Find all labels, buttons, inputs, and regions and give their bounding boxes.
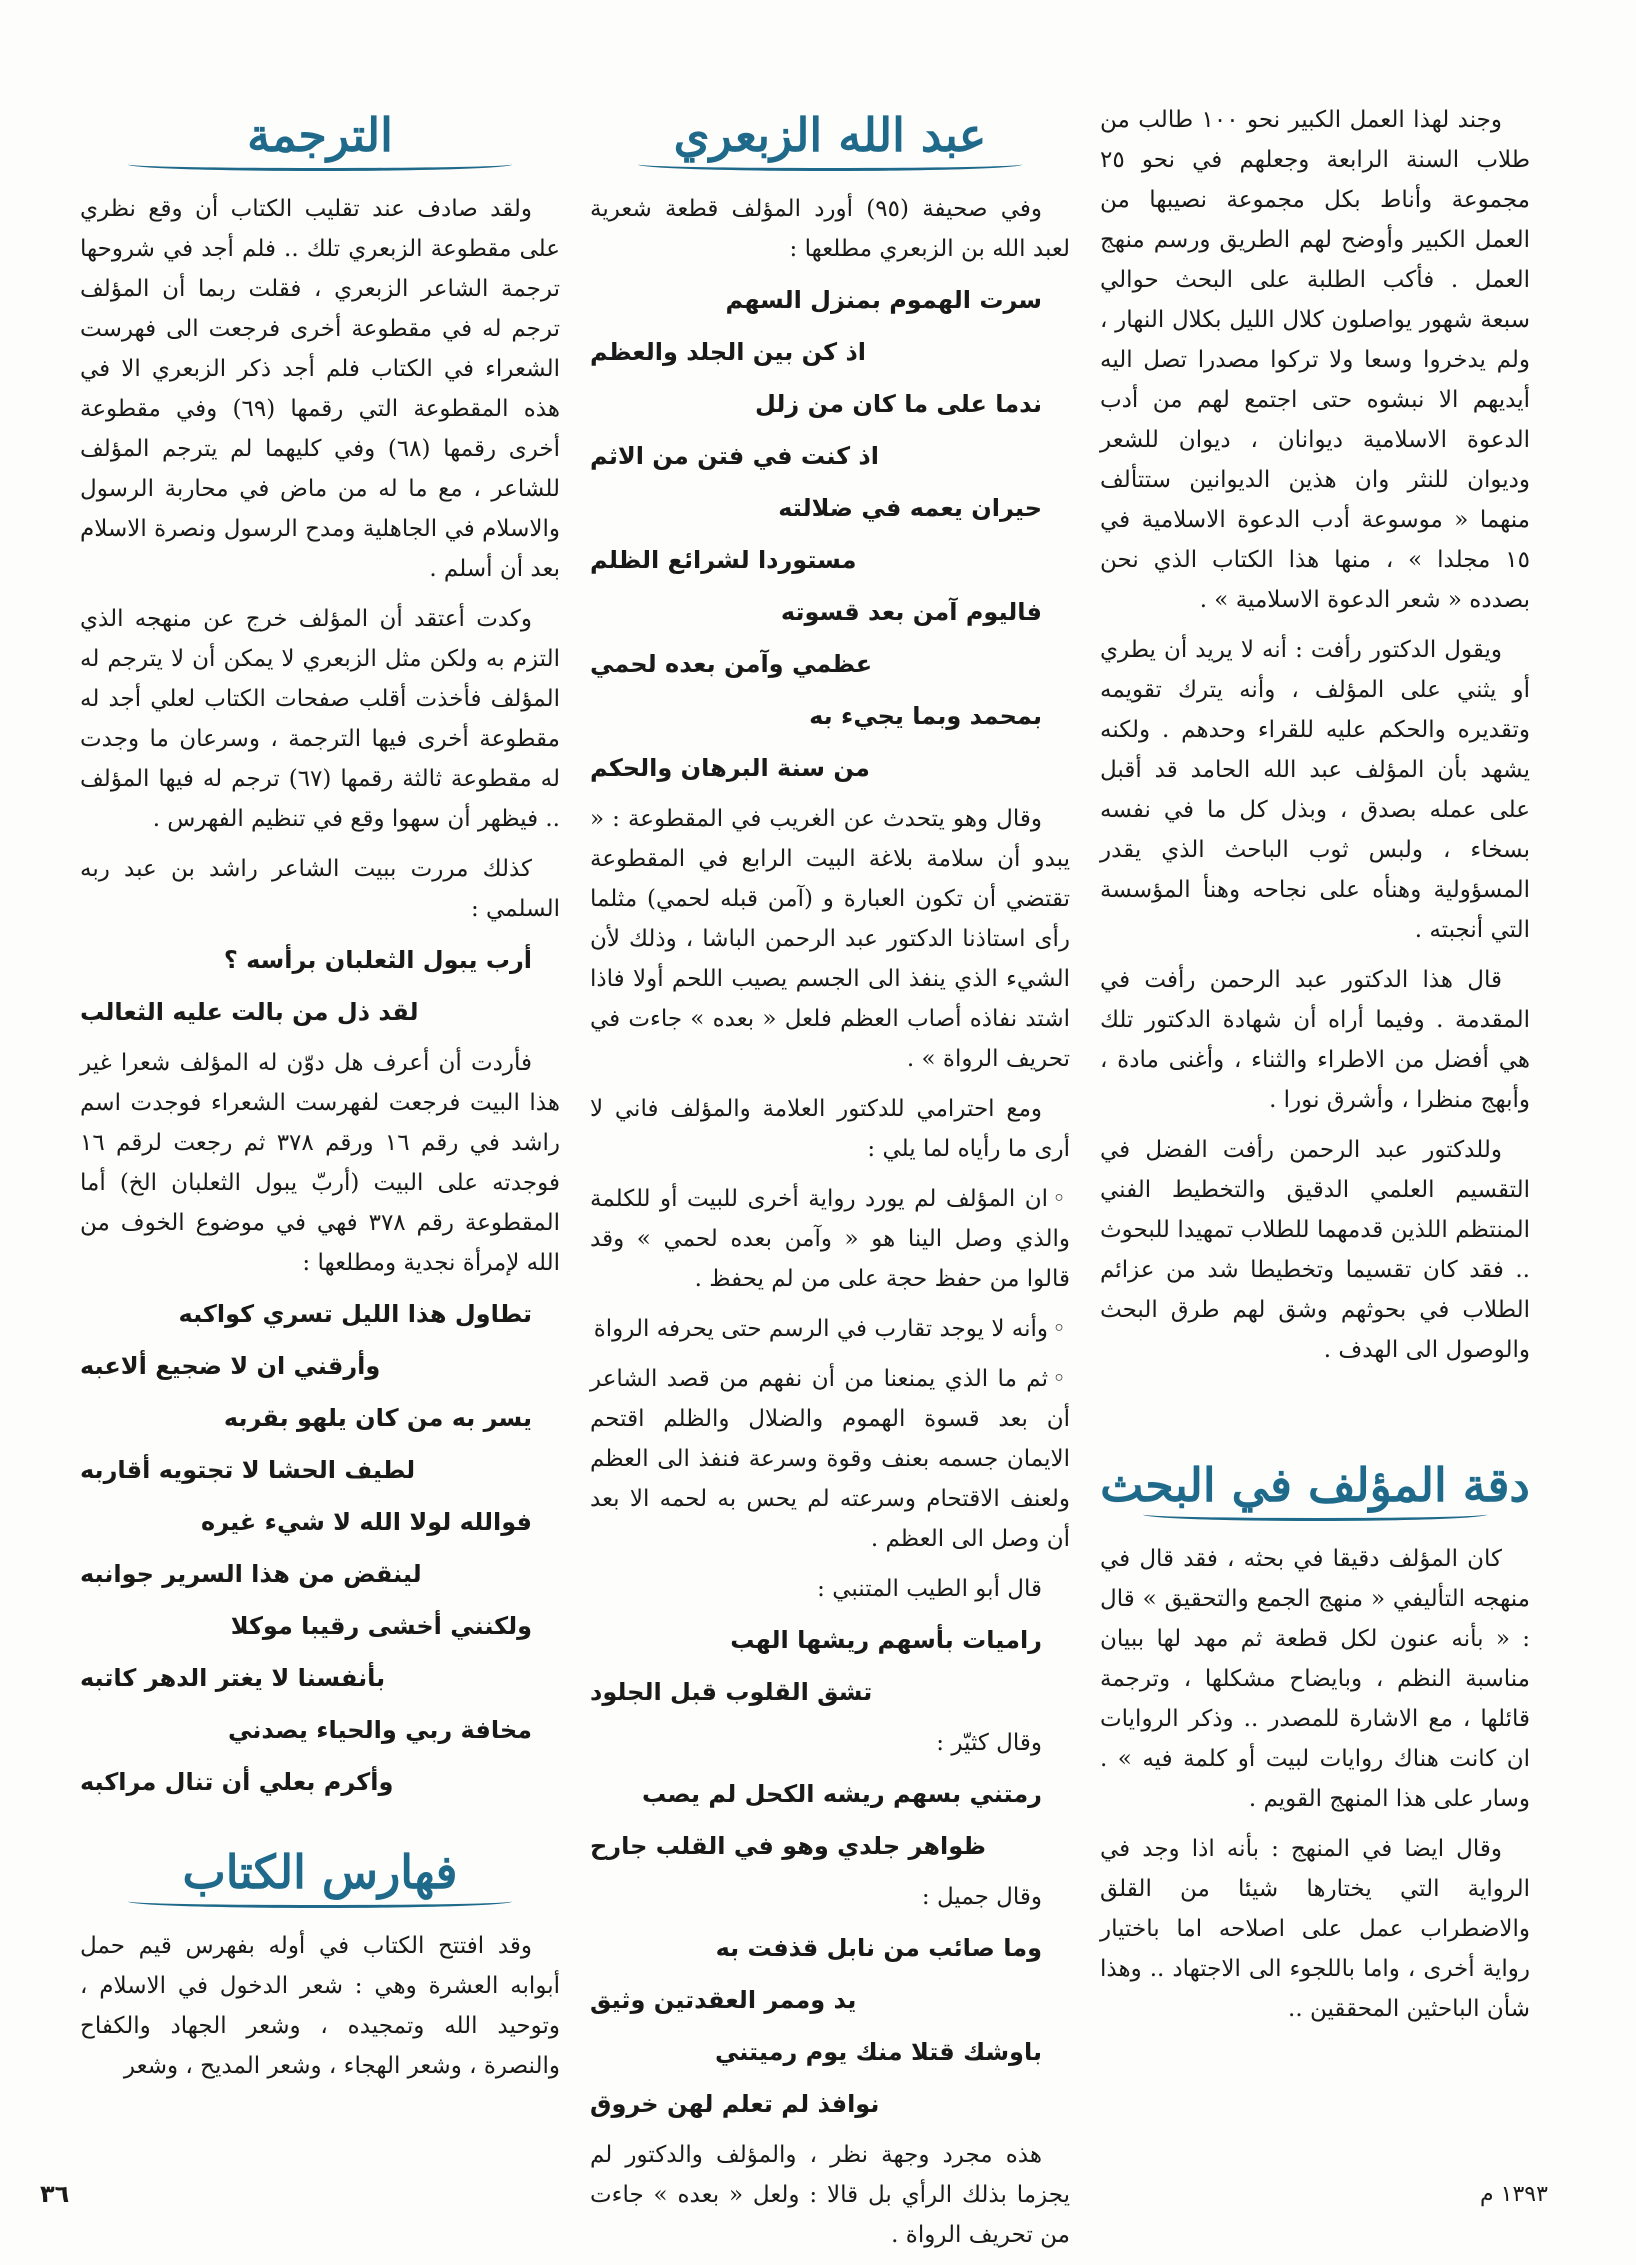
- paragraph: وفي صحيفة (٩٥) أورد المؤلف قطعة شعرية لعبد الله بن الزبعري مطلعها :: [590, 196, 1070, 262]
- verse-line: باوشك قتلا منك يوم رميتني: [714, 2038, 1042, 2066]
- paragraph: وقال ايضا في المنهج : بأنه اذا وجد في الرواية التي يختارها شيئا من القلق والاضطراب عمل على اصلاحه اما باختيار رواية أخرى ، واما باللجوء الى الاجتهاد .. وهذا شأن الباحثين المحققين ..: [1100, 1836, 1530, 2022]
- poem: [80, 1293, 560, 1803]
- verse-line: مستوردا لشرائع الظلم: [590, 546, 857, 574]
- verse-line: حيران يعمه في ضلالته: [778, 494, 1042, 522]
- verse-line: يد وممر العقدتين وثيق: [590, 1986, 857, 2014]
- verse-line: وأكرم بعلي أن تنال مراكبه: [80, 1768, 394, 1796]
- paragraph: كان المؤلف دقيقا في بحثه ، فقد قال في منهجه التأليفي « منهج الجمع والتحقيق » قال : « بأنه عنون لكل قطعة ثم مهد لها ببيان مناسبة النظم ، وبايضاح مشكلها ، وترجمة قائلها ، مع الاشارة للمصدر .. وذكر الروايات ان كانت هناك روايات لبيت أو كلمة فيه » . وسار على هذا المنهج القويم .: [1100, 1546, 1530, 1812]
- verse-line: ولكنني أخشى رقيبا موكلا: [230, 1612, 532, 1640]
- bullet-item: [590, 1179, 1070, 1299]
- bullet-item: [590, 1309, 1070, 1349]
- bullet-dot: ◦: [1052, 1186, 1066, 1212]
- bullet-text: ان المؤلف لم يورد رواية أخرى للبيت أو للكلمة والذي وصل الينا هو « وآمن بعده لحمي » وقد قالوا من حفظ حجة على من لم يحفظ .: [590, 1186, 1070, 1292]
- section-heading-accuracy: [1100, 1450, 1530, 1521]
- verse-line: اذ كنت في فتن من الاثم: [590, 442, 879, 470]
- paragraph: وللدكتور عبد الرحمن رأفت الفضل في التقسيم العلمي الدقيق والتخطيط الفني المنتظم اللذين قدمهما للطلاب تمهيدا للبحوث .. فقد كان تقسيما وتخطيطا شد من عزائم الطلاب في بحوثهم وشق لهم طرق البحث والوصول الى الهدف .: [1100, 1137, 1530, 1363]
- paragraph: فأردت أن أعرف هل دوّن له المؤلف شعرا غير هذا البيت فرجعت لفهرست الشعراء فوجدت اسم راشد في رقم ١٦ ورقم ٣٧٨ ثم رجعت لرقم ١٦ فوجدته على البيت (أربّ يبول الثعلبان الخ) أما المقطوعة رقم ٣٧٨ فهي في موضوع الخوف من الله لإمرأة نجدية ومطلعها :: [80, 1050, 561, 1276]
- paragraph: ومع احترامي للدكتور العلامة والمؤلف فاني لا أرى ما رأياه لما يلي :: [590, 1096, 1070, 1162]
- verse-line: سرت الهموم بمنزل السهم: [725, 286, 1042, 314]
- verse-line: لينقض من هذا السرير جوانبه: [80, 1560, 422, 1588]
- verse-line: راميات بأسهم ريشها الهب: [730, 1626, 1042, 1654]
- verse-line: فاليوم آمن بعد قسوته: [780, 598, 1042, 626]
- verse-line: ندما على ما كان من زلل: [754, 390, 1042, 418]
- bullet-text: وأنه لا يوجد تقارب في الرسم حتى يحرفه الرواة: [593, 1316, 1048, 1342]
- paragraph: وكدت أعتقد أن المؤلف خرج عن منهجه الذي التزم به ولكن مثل الزبعري لا يمكن أن لا يترجم له المؤلف فأخذت أقلب صفحات الكتاب لعلي أجد له مقطوعة أخرى فيها الترجمة ، وسرعان ما وجدت له مقطوعة ثالثة رقمها (٦٧) ترجم له فيها المؤلف .. فيظهر أن سهوا وقع في تنظيم الفهرس .: [80, 606, 560, 832]
- verse-line: ظواهر جلدي وهو في القلب جارح: [590, 1832, 986, 1860]
- verse-line: بأنفسنا لا يغتر الدهر كاتبه: [80, 1664, 386, 1692]
- paragraph: وقال جميل :: [921, 1884, 1042, 1910]
- verse-line: تطاول هذا الليل تسري كواكبه: [178, 1300, 532, 1328]
- section-heading-text: دقة المؤلف في البحث: [1100, 1458, 1530, 1512]
- verse-line: عظمي وآمن بعده لحمي: [590, 650, 873, 678]
- bullet-dot: ◦: [1052, 1366, 1066, 1392]
- paragraph: كذلك مررت ببيت الشاعر راشد بن عبد ربه السلمي :: [80, 856, 560, 922]
- section-heading-biography: [80, 100, 560, 171]
- bullet-item: [590, 1359, 1070, 1559]
- paragraph: قال هذا الدكتور عبد الرحمن رأفت في المقدمة . وفيما أراه أن شهادة الدكتور تلك هي أفضل من الاطراء والثناء ، وأغنى مادة ، وأبهج منظرا ، وأشرق نورا .: [1100, 967, 1530, 1113]
- verse-line: تشق القلوب قبل الجلود: [590, 1678, 873, 1706]
- verse-line: وأرقني ان لا ضجيع ألاعبه: [80, 1352, 381, 1380]
- poem: [590, 279, 1070, 789]
- verse-line: وما صائب من نابل قذفت به: [715, 1934, 1042, 1962]
- paragraph: قال أبو الطيب المتنبي :: [817, 1576, 1042, 1602]
- verse-line: رمتني بسهم ريشه الكحل لم يصب: [641, 1780, 1042, 1808]
- verse-line: لطيف الحشا لا تجتويه أقاربه: [80, 1456, 416, 1484]
- verse-line: يسر به من كان يلهو بقربه: [223, 1404, 532, 1432]
- section-heading-indexes: [80, 1837, 560, 1908]
- section-heading-text: عبد الله الزبعري: [673, 108, 987, 162]
- issue-year: ١٣٩٣ م: [1480, 2182, 1548, 2207]
- paragraph: وقال وهو يتحدث عن الغريب في المقطوعة : « يبدو أن سلامة بلاغة البيت الرابع في المقطوعة تقتضي أن تكون العبارة و (آمن قبله لحمي) مثلما رأى استاذنا الدكتور عبد الرحمن الباشا ، وذلك لأن الشيء الذي ينفذ الى الجسم يصيب اللحم أولا فاذا اشتد نفاذه أصاب العظم فلعل « بعده » جاءت في تحريف الرواة » .: [590, 806, 1070, 1072]
- paragraph: وجند لهذا العمل الكبير نحو ١٠٠ طالب من طلاب السنة الرابعة وجعلهم في نحو ٢٥ مجموعة وأناط بكل مجموعة نصيبها من العمل الكبير وأوضح لهم الطريق ورسم منهج العمل . فأكب الطلبة على البحث حوالي سبعة شهور يواصلون كلال الليل بكلال النهار ، ولم يدخروا وسعا ولا تركوا مصدرا تصل اليه أيديهم الا نبشوه حتى اجتمع لهم من أدب الدعوة الاسلامية ديوانان ، ديوان للشعر وديوان للنثر وان هذين الديوانين ستتألف منهما « موسوعة أدب الدعوة الاسلامية في ١٥ مجلدا » ، منها هذا الكتاب الذي نحن بصدده « شعر الدعوة الاسلامية » .: [1100, 107, 1530, 613]
- section-heading-text: فهارس الكتاب: [182, 1845, 458, 1899]
- paragraph: وقد افتتح الكتاب في أوله بفهرس قيم حمل أبوابه العشرة وهي : شعر الدخول في الاسلام ، وتوحيد الله وتمجيده ، وشعر الجهاد والكفاح والنصرة ، وشعر الهجاء ، وشعر المديح ، وشعر: [80, 1933, 560, 2079]
- verse-line: أرب يبول الثعلبان برأسه ؟: [223, 946, 532, 974]
- verse-line: مخافة ربي والحياء يصدني: [228, 1716, 532, 1744]
- verse-line: لقد ذل من بالت عليه الثعالب: [80, 998, 419, 1026]
- verse-line: نوافذ لم تعلم لهن خروق: [590, 2090, 880, 2118]
- section-heading-text: الترجمة: [247, 108, 393, 162]
- paragraph: هذه مجرد وجهة نظر ، والمؤلف والدكتور لم يجزما بذلك الرأي بل قالا : ولعل « بعده » جاءت من تحريف الرواة .: [590, 2142, 1070, 2248]
- verse-line: بمحمد وبما يجيء به: [809, 702, 1042, 730]
- bullet-dot: ◦: [1052, 1316, 1066, 1342]
- page-number: ٣٦: [40, 2180, 70, 2208]
- paragraph: ويقول الدكتور رأفت : أنه لا يريد أن يطري أو يثني على المؤلف ، وأنه يترك تقويمه وتقديره والحكم عليه للقراء وحدهم . ولكنه يشهد بأن المؤلف عبد الله الحامد قد أقبل على عمله بصدق ، وبذل كل ما في نفسه بسخاء ، ولبس ثوب الباحث الذي يقدر المسؤولية وهنأه على نجاحه وهنأ المؤسسة التي أنجبته .: [1100, 637, 1530, 943]
- column-left: [80, 100, 560, 2096]
- verse-line: اذ كن بين الجلد والعظم: [590, 338, 867, 366]
- paragraph: وقال كثيّر :: [936, 1730, 1042, 1756]
- verse-line: من سنة البرهان والحكم: [590, 754, 870, 782]
- bullet-text: ثم ما الذي يمنعنا من أن نفهم من قصد الشاعر أن بعد قسوة الهموم والضلال والظلم اقتحم الايمان جسمه بعنف وقوة وسرعة فنفذ الى العظم ولعنف الاقتحام وسرعته لم يحس به لحمه الا بعد أن وصل الى العظم .: [590, 1366, 1070, 1552]
- section-heading-zibari: [590, 100, 1070, 171]
- column-middle: [590, 100, 1070, 2265]
- paragraph: ولقد صادف عند تقليب الكتاب أن وقع نظري على مقطوعة الزبعري تلك .. فلم أجد في شروحها ترجمة الشاعر الزبعري ، فقلت ربما أن المؤلف ترجم له في مقطوعة أخرى فرجعت الى فهرست الشعراء في الكتاب فلم أجد ذكر الزبعري الا في هذه المقطوعة التي رقمها (٦٩) وفي مقطوعة أخرى رقمها (٦٨) وفي كليهما لم يترجم المؤلف للشاعر ، مع ما له من ماض في محاربة الرسول والاسلام في الجاهلية ومدح الرسول ونصرة الاسلام بعد أن أسلم .: [80, 196, 560, 582]
- verse-line: فوالله لولا الله لا شيء غيره: [201, 1508, 532, 1536]
- column-right: [1100, 100, 1530, 2039]
